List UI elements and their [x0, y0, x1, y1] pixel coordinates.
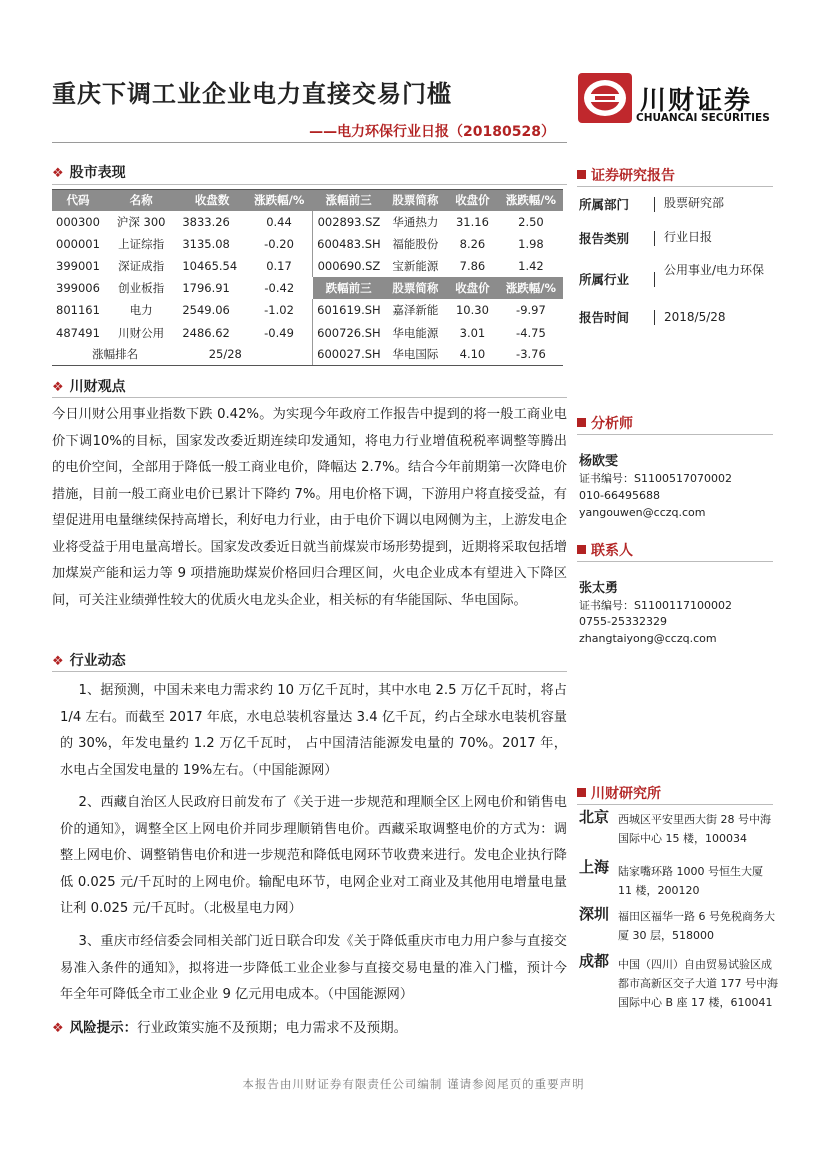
report-subtitle: ——电力环保行业日报（20180528）	[309, 124, 555, 140]
field-separator	[654, 272, 655, 287]
industry-value: 公用事业/电力环保	[664, 263, 765, 277]
sidebar-institute-title: 川财研究所	[577, 783, 661, 803]
industry-item-3: 3、重庆市经信委会同相关部门近日联合印发《关于降低重庆市电力用户参与直接交易准入条件的通知》，拟将进一步降低工业企业参与直接交易电量的准入门槛，预计今年全年可降低全市工业企业 9 亿元用电成本。（中国能源网）	[60, 934, 567, 1002]
col-header: 涨跌幅/%	[499, 277, 563, 299]
office-address: 陆家嘴环路 1000 号恒生大厦 11 楼，200120	[618, 865, 763, 897]
diamond-bullet-icon: ❖	[52, 166, 64, 181]
time-label: 报告时间	[579, 310, 630, 325]
sidebar-contact-title: 联系人	[577, 540, 633, 560]
contact-email[interactable]: zhangtaiyong@cczq.com	[579, 632, 717, 645]
sidebar-report-title: 证券研究报告	[577, 165, 675, 185]
type-value: 行业日报	[664, 230, 713, 244]
chuancai-logo-icon	[577, 72, 633, 124]
risk-note: ❖ 风险提示：行业政策实施不及预期；电力需求不及预期。	[52, 1020, 408, 1036]
dept-value: 股票研究部	[664, 196, 725, 210]
section-divider	[52, 184, 567, 185]
diamond-bullet-icon: ❖	[52, 654, 64, 669]
field-separator	[654, 197, 655, 212]
col-header: 涨跌幅/%	[246, 190, 313, 211]
section-industry: ❖ 行业动态	[52, 653, 126, 669]
red-square-icon	[577, 788, 586, 797]
time-value: 2018/5/28	[664, 310, 726, 324]
section-view: ❖ 川财观点	[52, 379, 126, 395]
sidebar-divider	[577, 561, 773, 562]
col-header: 名称	[104, 190, 178, 211]
contact-name: 张太勇	[579, 581, 619, 596]
header-divider	[52, 142, 567, 143]
table-row: 涨幅排名 25/28 600027.SH 华电国际 4.10 -3.76	[52, 344, 563, 366]
table-row: 801161 电力 2549.06 -1.02 601619.SH 嘉泽新能 10.30 -9.97	[52, 299, 563, 321]
table-row: 000300 沪深 300 3833.26 0.44 002893.SZ 华通热力 31.16 2.50	[52, 211, 563, 233]
sidebar-divider	[577, 804, 773, 805]
diamond-bullet-icon: ❖	[52, 1021, 64, 1036]
industry-item-2: 2、西藏自治区人民政府日前发布了《关于进一步规范和理顺全区上网电价和销售电价的通知》，调整全区上网电价并同步理顺销售电价。西藏采取调整电价的方式为：调整上网电价、调整销售电价和进一步规范和降低电网环节收费来进行。发电企业执行降低 0.025 元/千瓦时的上网电价。输配电环节，电网企业对工商业及其他用电增量电量让利 0.025 元/千瓦时。（北极星电力网）	[60, 795, 567, 916]
col-header: 收盘价	[446, 277, 499, 299]
section-market: ❖ 股市表现	[52, 165, 126, 181]
table-header-row	[52, 190, 563, 211]
table-row: 487491 川财公用 2486.62 -0.49 600726.SH 华电能源 3.01 -4.75	[52, 321, 563, 343]
contact-phone: 0755-25332329	[579, 615, 667, 628]
col-header: 收盘数	[178, 190, 246, 211]
market-table	[52, 189, 563, 366]
col-header: 跌幅前三	[313, 277, 385, 299]
sidebar-analyst-title: 分析师	[577, 413, 633, 433]
analyst-name: 杨欧雯	[579, 454, 619, 469]
logo-english-name: CHUANCAI SECURITIES	[636, 112, 770, 124]
view-paragraph: 今日川财公用事业指数下跌 0.42%。为实现今年政府工作报告中提到的将一般工商业电价下调10%的目标，国家发改委近期连续印发通知，将电力行业增值税税率调整等腾出的电价空间，全部用于降低一般工商业电价，降幅达 2.7%。结合今年前期第一次降电价措施，目前一般工商业电价已累计下降约 7%。用电价格下调，下游用户将直接受益，有望促进用电量继续保持高增长，利好电力行业，由于电价下调以电网侧为主，上游发电企业将受益于用电量高增长。国家发改委近日就当前煤炭市场形势提到，近期将采取包括增加煤炭产能和运力等 9 项措施助煤炭价格回归合理区间，火电企业成本有望进入下降区间，可关注业绩弹性较大的优质火电龙头企业，相关标的有华能国际、华电国际。	[52, 407, 567, 608]
footer-disclaimer: 本报告由川财证券有限责任公司编制 谨请参阅尾页的重要声明	[242, 1077, 585, 1091]
field-separator	[654, 231, 655, 246]
contact-cert: 证书编号：S1100117100002	[579, 599, 732, 612]
col-header: 收盘价	[446, 190, 499, 211]
dept-label: 所属部门	[579, 197, 630, 212]
analyst-email[interactable]: yangouwen@cczq.com	[579, 506, 706, 519]
section-divider	[52, 671, 567, 672]
red-square-icon	[577, 545, 586, 554]
office-address: 西城区平安里西大街 28 号中海国际中心 15 楼，100034	[618, 813, 771, 845]
red-square-icon	[577, 418, 586, 427]
table-row: 399001 深证成指 10465.54 0.17 000690.SZ 宝新能源 7.86 1.42	[52, 255, 563, 277]
col-header: 涨幅前三	[313, 190, 385, 211]
office-city: 北京	[579, 808, 610, 826]
analyst-cert: 证书编号：S1100517070002	[579, 472, 732, 485]
table-row: 000001 上证综指 3135.08 -0.20 600483.SH 福能股份 8.26 1.98	[52, 233, 563, 255]
logo-chinese-name: 川财证券	[640, 86, 753, 116]
col-header: 股票简称	[385, 277, 446, 299]
table-row: 399006 创业板指 1796.91 -0.42 跌幅前三 股票简称 收盘价 涨跌幅/%	[52, 277, 563, 299]
col-header: 代码	[52, 190, 104, 211]
office-address: 福田区福华一路 6 号免税商务大厦 30 层，518000	[618, 910, 775, 942]
col-header: 涨跌幅/%	[499, 190, 563, 211]
field-separator	[654, 310, 655, 325]
office-city: 成都	[579, 952, 610, 970]
diamond-bullet-icon: ❖	[52, 380, 64, 395]
office-address: 中国（四川）自由贸易试验区成都市高新区交子大道 177 号中海国际中心 B 座 17 楼，610041	[618, 958, 778, 1009]
section-divider	[52, 397, 567, 398]
office-city: 深圳	[579, 905, 610, 923]
analyst-phone: 010-66495688	[579, 489, 660, 502]
report-title: 重庆下调工业企业电力直接交易门槛	[52, 80, 452, 108]
red-square-icon	[577, 170, 586, 179]
type-label: 报告类别	[579, 231, 630, 246]
sidebar-divider	[577, 434, 773, 435]
sidebar-divider	[577, 186, 773, 187]
office-city: 上海	[579, 858, 610, 876]
industry-label: 所属行业	[579, 272, 630, 287]
col-header: 股票简称	[385, 190, 446, 211]
industry-item-1: 1、据预测，中国未来电力需求约 10 万亿千瓦时，其中水电 2.5 万亿千瓦时，将占 1/4 左右。而截至 2017 年底，水电总装机容量达 3.4 亿千瓦，约占全球水电装机容量的 30%，年发电量约 1.2 万亿千瓦时， 占中国清洁能源发电量的 70%。2017 年，水电占全国发电量的 19%左右。（中国能源网）	[60, 683, 567, 778]
